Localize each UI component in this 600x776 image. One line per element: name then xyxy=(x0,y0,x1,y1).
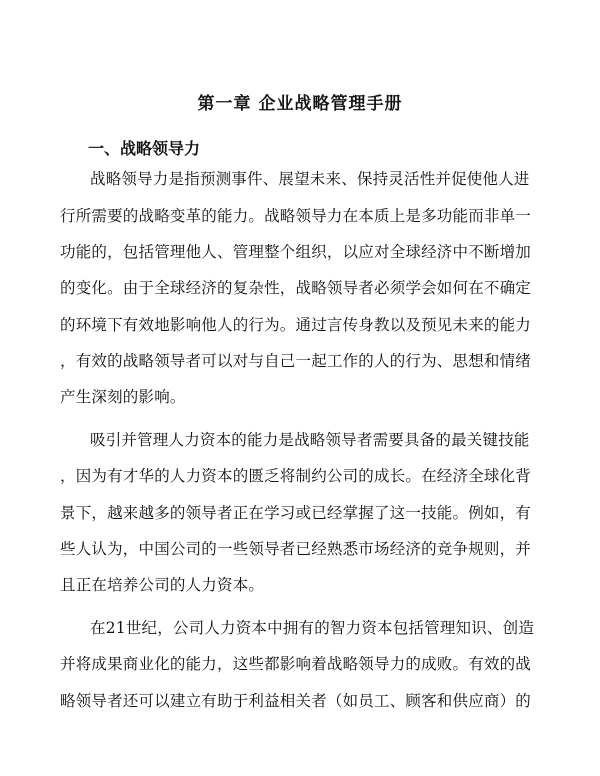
paragraph-line: 景下，越来越多的领导者正在学习或已经掌握了这一技能。例如，有 xyxy=(60,504,532,522)
paragraph-line: 产生深刻的影响。 xyxy=(60,388,186,406)
chapter-title: 第一章 企业战略管理手册 xyxy=(197,94,403,114)
paragraph-line: 在21世纪，公司人力资本中拥有的智力资本包括管理知识、创造 xyxy=(90,619,535,637)
paragraph-line: 行所需要的战略变革的能力。战略领导力在本质上是多功能而非单一 xyxy=(60,207,532,225)
paragraph-line: 的环境下有效地影响他人的行为。通过言传身教以及预见未来的能力 xyxy=(60,316,532,334)
paragraph-line: ，有效的战略领导者可以对与自己一起工作的人的行为、思想和情绪 xyxy=(60,352,532,370)
paragraph-line: 且正在培养公司的人力资本。 xyxy=(60,576,265,594)
paragraph-line: 战略领导力是指预测事件、展望未来、保持灵活性并促使他人进 xyxy=(90,170,530,188)
paragraph-line: ，因为有才华的人力资本的匮乏将制约公司的成长。在经济全球化背 xyxy=(60,467,532,485)
paragraph-line: 功能的，包括管理他人、管理整个组织，以应对全球经济中不断增加 xyxy=(60,243,532,261)
paragraph-line: 略领导者还可以建立有助于利益相关者（如员工、顾客和供应商）的 xyxy=(60,692,532,710)
paragraph-line: 吸引并管理人力资本的能力是战略领导者需要具备的最关键技能 xyxy=(90,431,530,449)
paragraph-line: 并将成果商业化的能力，这些都影响着战略领导力的成败。有效的战 xyxy=(60,655,532,673)
paragraph-line: 些人认为，中国公司的一些领导者已经熟悉市场经济的竞争规则，并 xyxy=(60,540,532,558)
section-heading: 一、战略领导力 xyxy=(88,139,201,158)
paragraph-line: 的变化。由于全球经济的复杂性，战略领导者必须学会如何在不确定 xyxy=(60,279,532,297)
